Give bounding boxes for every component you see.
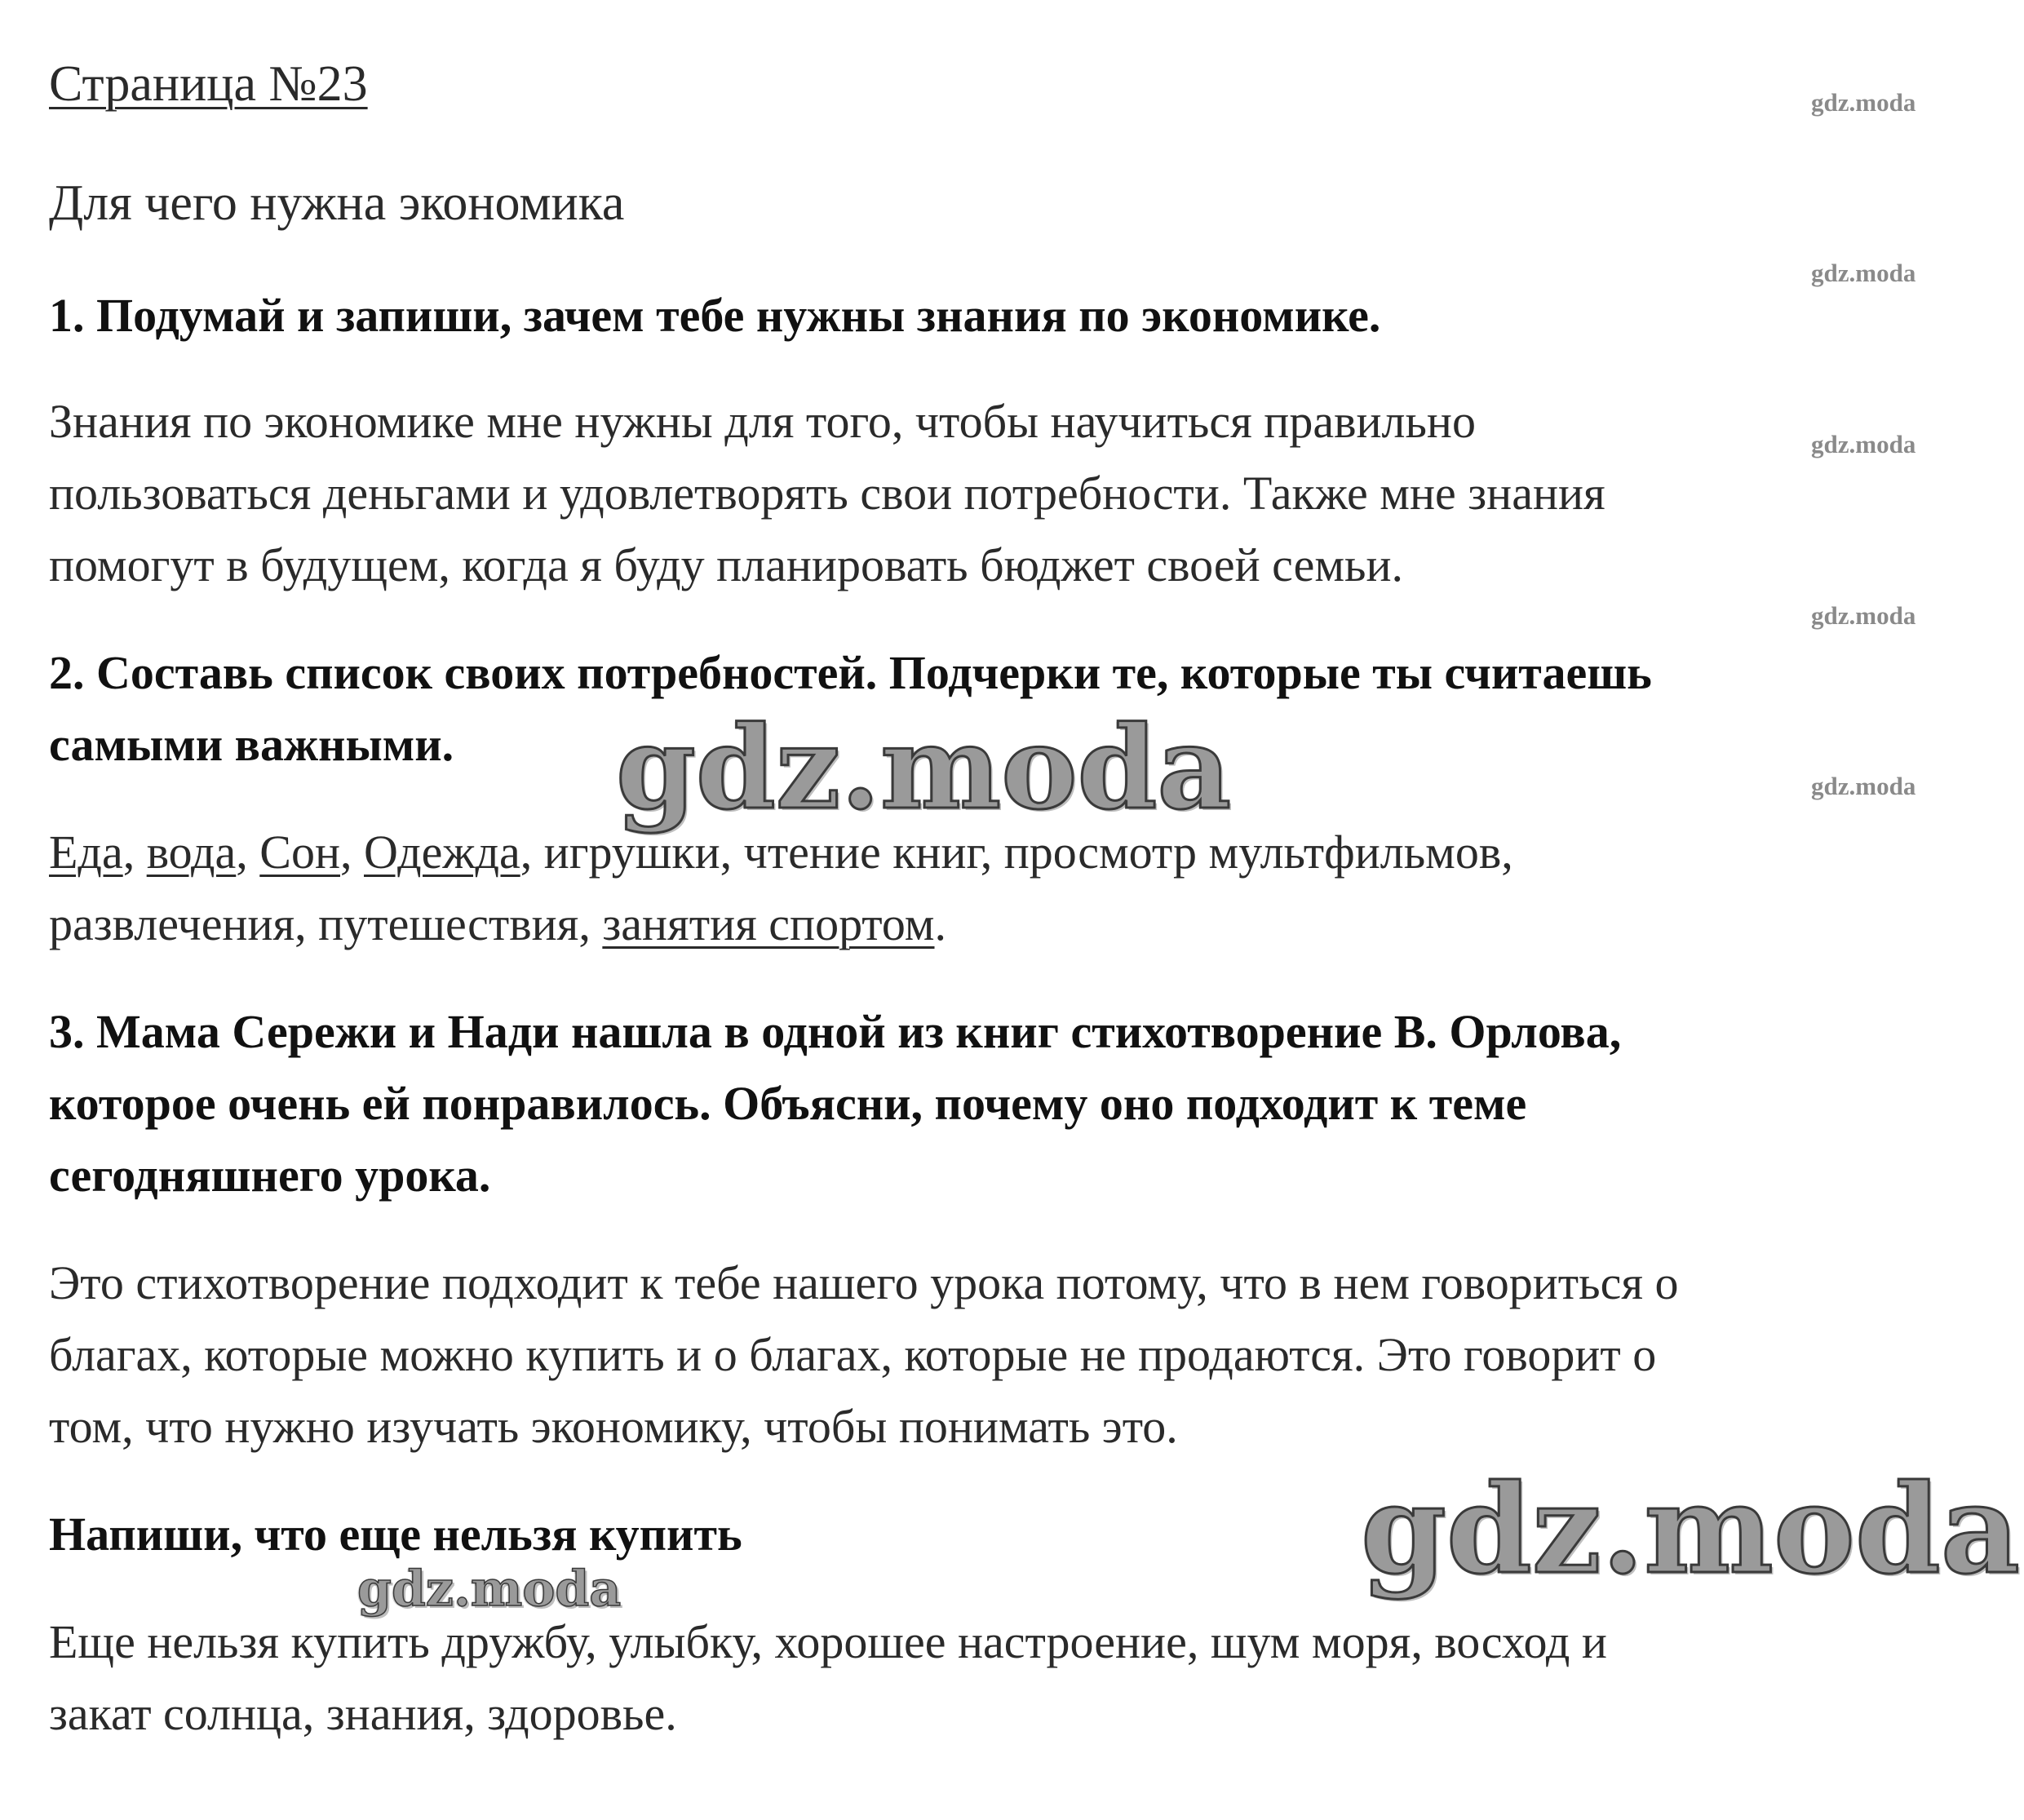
- task3-answer-line: благах, которые можно купить и о благах, которые не продаются. Это говорит о: [49, 1328, 1657, 1381]
- task1-answer-line: пользоваться деньгами и удовлетворять свои потребности. Также мне знания: [49, 467, 1605, 520]
- task2-answer-line: [49, 826, 1513, 879]
- task3-question-line: которое очень ей понравилось. Объясни, почему оно подходит к теме: [49, 1077, 1527, 1130]
- needs-prefix: развлечения, путешествия,: [49, 897, 603, 950]
- task4-answer-line: Еще нельзя купить дружбу, улыбку, хорошее настроение, шум моря, восход и: [49, 1615, 1607, 1668]
- task3-answer-line: том, что нужно изучать экономику, чтобы понимать это.: [49, 1400, 1178, 1453]
- task1-answer-line: Знания по экономике мне нужны для того, чтобы научиться правильно: [49, 395, 1476, 448]
- task1-question: 1. Подумай и запиши, зачем тебе нужны знания по экономике.: [49, 289, 1381, 342]
- separator: ,: [122, 826, 147, 879]
- task2-answer-line: [49, 897, 946, 950]
- underlined-need: Одежда: [364, 826, 520, 879]
- task3-question-line: 3. Мама Сережи и Нади нашла в одной из книг стихотворение В. Орлова,: [49, 1005, 1622, 1058]
- task3-answer-line: Это стихотворение подходит к тебе нашего урока потому, что в нем говориться о: [49, 1256, 1679, 1309]
- watermark-large: gdz.moda: [616, 702, 1232, 835]
- section-title: Для чего нужна экономика: [49, 175, 625, 231]
- watermark-small: gdz.moda: [1811, 430, 1916, 458]
- underlined-need: занятия спортом: [602, 897, 935, 950]
- task4-question: Напиши, что еще нельзя купить: [49, 1508, 742, 1561]
- page-title: Страница №23: [49, 56, 368, 112]
- watermark-small: gdz.moda: [1811, 772, 1916, 800]
- separator: ,: [340, 826, 364, 879]
- period: .: [934, 897, 946, 950]
- task4-answer-line: закат солнца, знания, здоровье.: [49, 1687, 677, 1740]
- watermark-large: gdz.moda: [1361, 1458, 2021, 1601]
- watermark-small: gdz.moda: [1811, 601, 1916, 630]
- watermark-medium: gdz.moda: [357, 1561, 622, 1618]
- task1-answer-line: помогут в будущем, когда я буду планировать бюджет своей семьи.: [49, 538, 1404, 591]
- needs-rest: , игрушки, чтение книг, просмотр мультфильмов,: [520, 826, 1513, 879]
- underlined-need: вода: [146, 826, 237, 879]
- task2-question-line: самыми важными.: [49, 718, 454, 771]
- task3-question-line: сегодняшнего урока.: [49, 1149, 491, 1202]
- task2-question-line: 2. Составь список своих потребностей. Подчерки те, которые ты считаешь: [49, 646, 1652, 699]
- underlined-need: Еда: [49, 826, 123, 879]
- watermark-small: gdz.moda: [1811, 259, 1916, 287]
- watermark-small: gdz.moda: [1811, 88, 1916, 117]
- separator: ,: [236, 826, 260, 879]
- underlined-need: Сон: [259, 826, 340, 879]
